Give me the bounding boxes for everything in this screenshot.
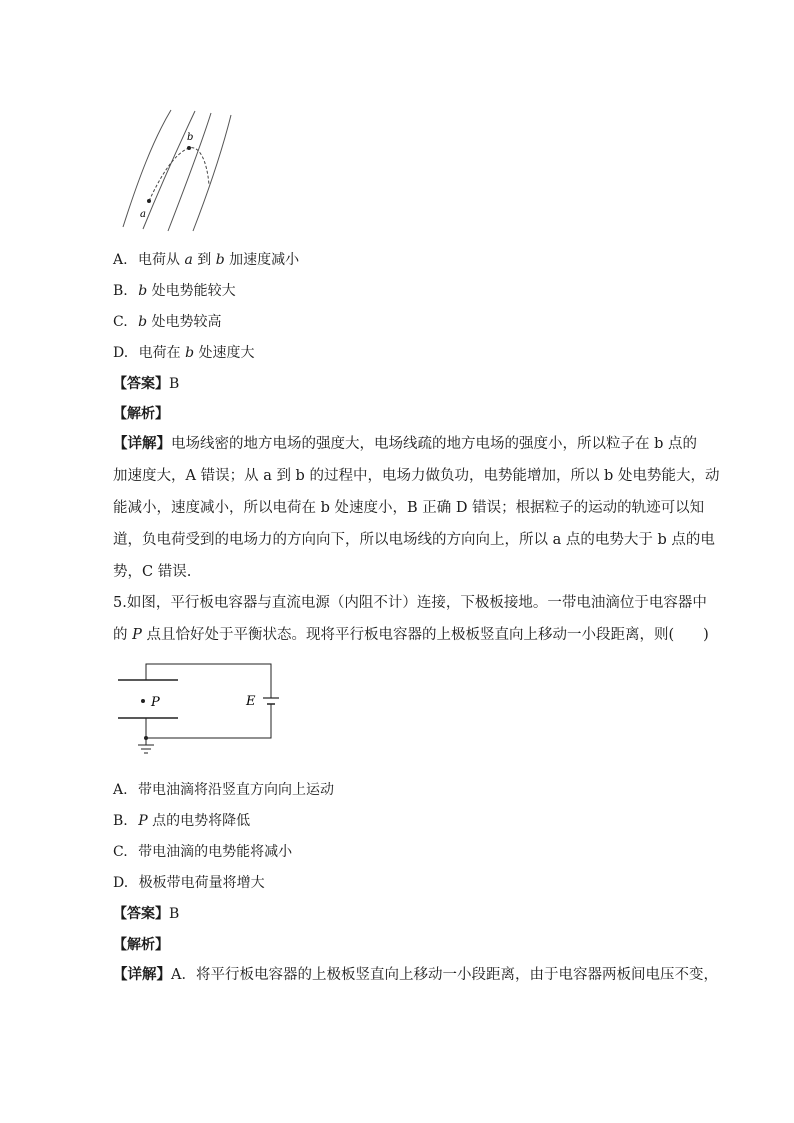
oil-drop-dot <box>141 699 145 703</box>
q4-option-d: D. 电荷在 b 处速度大 <box>113 345 255 361</box>
field-lines-figure <box>113 105 248 235</box>
source-e-label: E <box>246 694 256 709</box>
q5-stem: 5.如图，平行板电容器与直流电源（内阻不计）连接，下极板接地。一带电油滴位于电容器中 的 P 点且恰好处于平衡状态。现将平行板电容器的上极板竖直向上移动一小段距离，则( ) <box>113 595 709 643</box>
field-line-4 <box>193 115 231 231</box>
q5-option-a: A. 带电油滴将沿竖直方向向上运动 <box>113 782 335 798</box>
q4-option-b: B. b 处电势能较大 <box>113 283 236 299</box>
q5-detail-paragraph: 【详解】A．将平行板电容器的上极板竖直向上移动一小段距离，由于电容器两板间电压不变， <box>113 966 718 983</box>
q4-analysis-heading: 【解析】 <box>113 406 169 422</box>
q5-option-d: D. 极板带电荷量将增大 <box>113 875 265 891</box>
q5-option-c: C. 带电油滴的电势能将减小 <box>113 844 293 860</box>
q5-option-b: B. P 点的电势将降低 <box>113 813 251 829</box>
q4-detail-paragraph: 【详解】电场线密的地方电场的强度大，电场线疏的地方电场的强度小，所以粒子在 b 点的 加速度大，A 错误；从 a 到 b 的过程中，电场力做负功，电势能增加，所以 b 处电势能大，动 能减小，速度减小，所以电荷在 b 处速度小，B 正确 D 错误；根据粒子的运动的轨迹可以知 道，负电荷受到的电场力的方向向下，所以电场线的方向向上，所以 a 点的电势大于 b 点的电 势，C 错误. <box>113 435 720 580</box>
point-b-label: b <box>187 132 194 143</box>
bottom-wire <box>146 706 271 738</box>
point-b-dot <box>187 146 191 150</box>
field-line-2 <box>143 111 195 229</box>
point-a-label: a <box>140 209 146 220</box>
q4-option-c: C. b 处电势较高 <box>113 314 222 330</box>
q4-option-a: A. 电荷从 a 到 b 加速度减小 <box>113 252 300 268</box>
capacitor-circuit-figure <box>113 658 283 758</box>
q5-answer: 【答案】B <box>113 906 180 922</box>
top-wire <box>146 664 271 694</box>
point-p-label: P <box>151 695 160 710</box>
q5-analysis-heading: 【解析】 <box>113 937 169 953</box>
field-line-3 <box>168 113 211 231</box>
field-line-1 <box>123 110 171 227</box>
q4-answer: 【答案】B <box>113 376 180 392</box>
point-a-dot <box>147 199 151 203</box>
